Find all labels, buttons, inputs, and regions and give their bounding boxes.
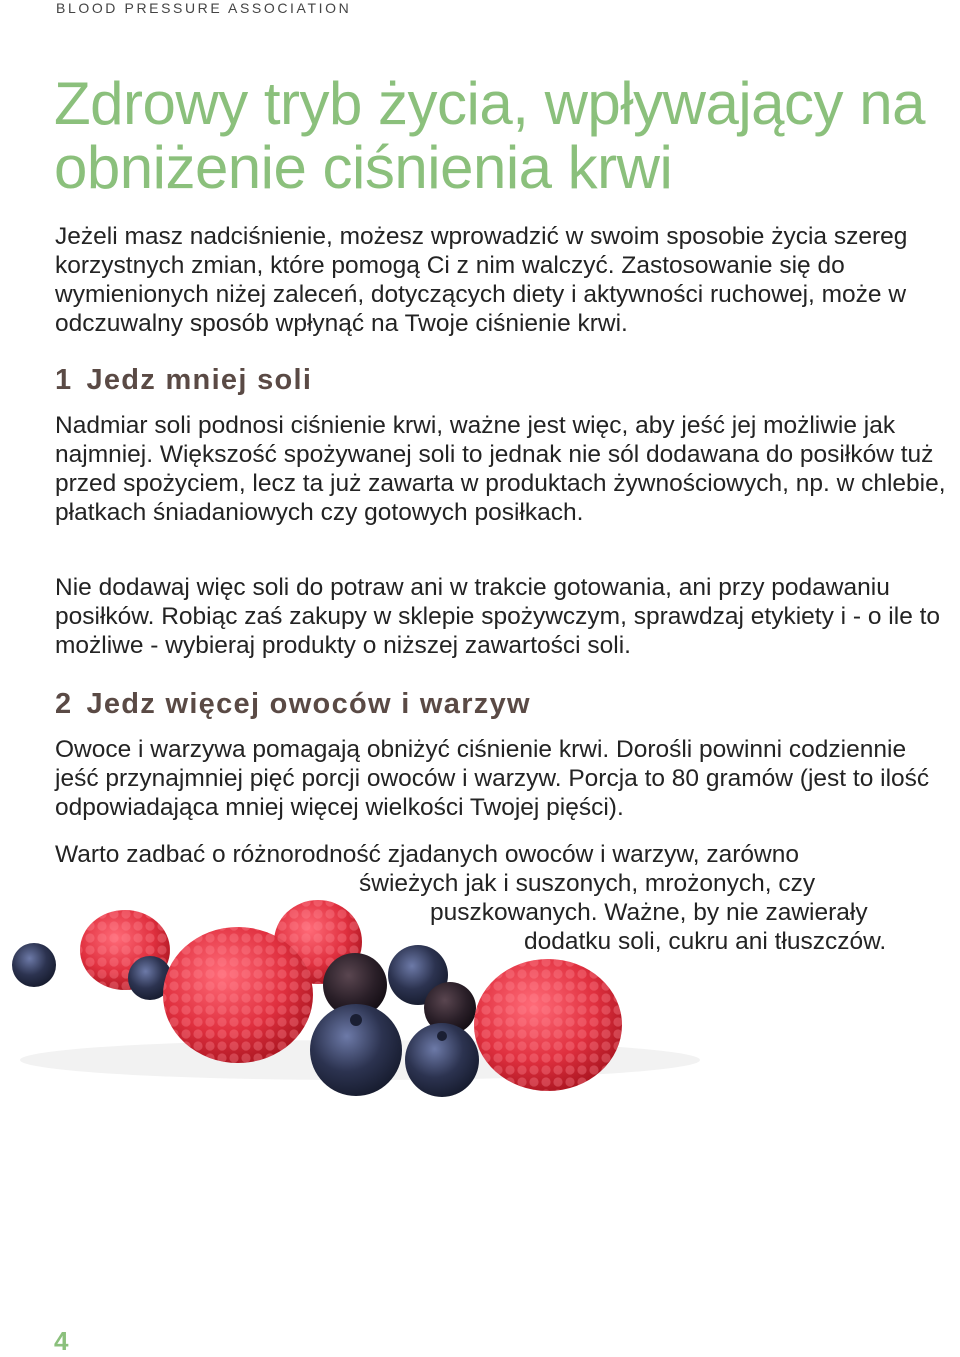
page-number: 4	[54, 1326, 69, 1356]
section-2-paragraph-2-line-3: puszkowanych. Ważne, by nie zawierały	[430, 899, 868, 926]
title-line-2: obniżenie ciśnienia krwi	[54, 134, 673, 201]
section-2-title: Jedz więcej owoców i warzyw	[86, 688, 531, 720]
section-2-number: 2	[55, 688, 73, 720]
title-line-1: Zdrowy tryb życia, wpływający na	[54, 70, 925, 137]
section-2-paragraph-2-line-1: Warto zadbać o różnorodność zjadanych owoców i warzyw, zarówno	[55, 841, 799, 868]
berries-image	[0, 860, 720, 1100]
section-2-heading	[55, 688, 531, 721]
page-title	[54, 72, 954, 200]
section-1-heading	[55, 364, 312, 397]
section-2-paragraph-2-line-2: świeżych jak i suszonych, mrożonych, czy	[359, 870, 816, 897]
section-2-paragraph-1: Owoce i warzywa pomagają obniżyć ciśnienie krwi. Dorośli powinni codziennie jeść przynajmniej pięć porcji owoców i warzyw. Porcja to 80 gramów (jest to ilość odpowiadająca mniej więcej wielkości Twojej pięści).	[55, 736, 930, 821]
section-1-number: 1	[55, 364, 73, 396]
section-1-paragraph-1: Nadmiar soli podnosi ciśnienie krwi, ważne jest więc, aby jeść jej możliwie jak najmniej. Większość spożywanej soli to jednak nie sól dodawana do posiłków tuż przed spożyciem, lecz ta już zawarta w produktach żywnościowych, np. w chlebie, płatkach śniadaniowych czy gotowych posiłkach.	[55, 412, 946, 526]
organization-name: BLOOD PRESSURE ASSOCIATION	[56, 0, 352, 16]
section-1-paragraph-2: Nie dodawaj więc soli do potraw ani w trakcie gotowania, ani przy podawaniu posiłków. Robiąc zaś zakupy w sklepie spożywczym, sprawdzaj etykiety i - o ile to możliwe - wybieraj produkty o niższej zawartości soli.	[55, 574, 941, 659]
section-2-paragraph-2-line-4: dodatku soli, cukru ani tłuszczów.	[524, 928, 887, 955]
section-1-title: Jedz mniej soli	[86, 364, 313, 396]
intro-paragraph: Jeżeli masz nadciśnienie, możesz wprowadzić w swoim sposobie życia szereg korzystnych zmian, które pomogą Ci z nim walczyć. Zastosowanie się do wymienionych niżej zaleceń, dotyczących diety i aktywności ruchowej, może w odczuwalny sposób wpłynąć na Twoje ciśnienie krwi.	[55, 223, 908, 337]
blueberry-1	[12, 943, 56, 987]
